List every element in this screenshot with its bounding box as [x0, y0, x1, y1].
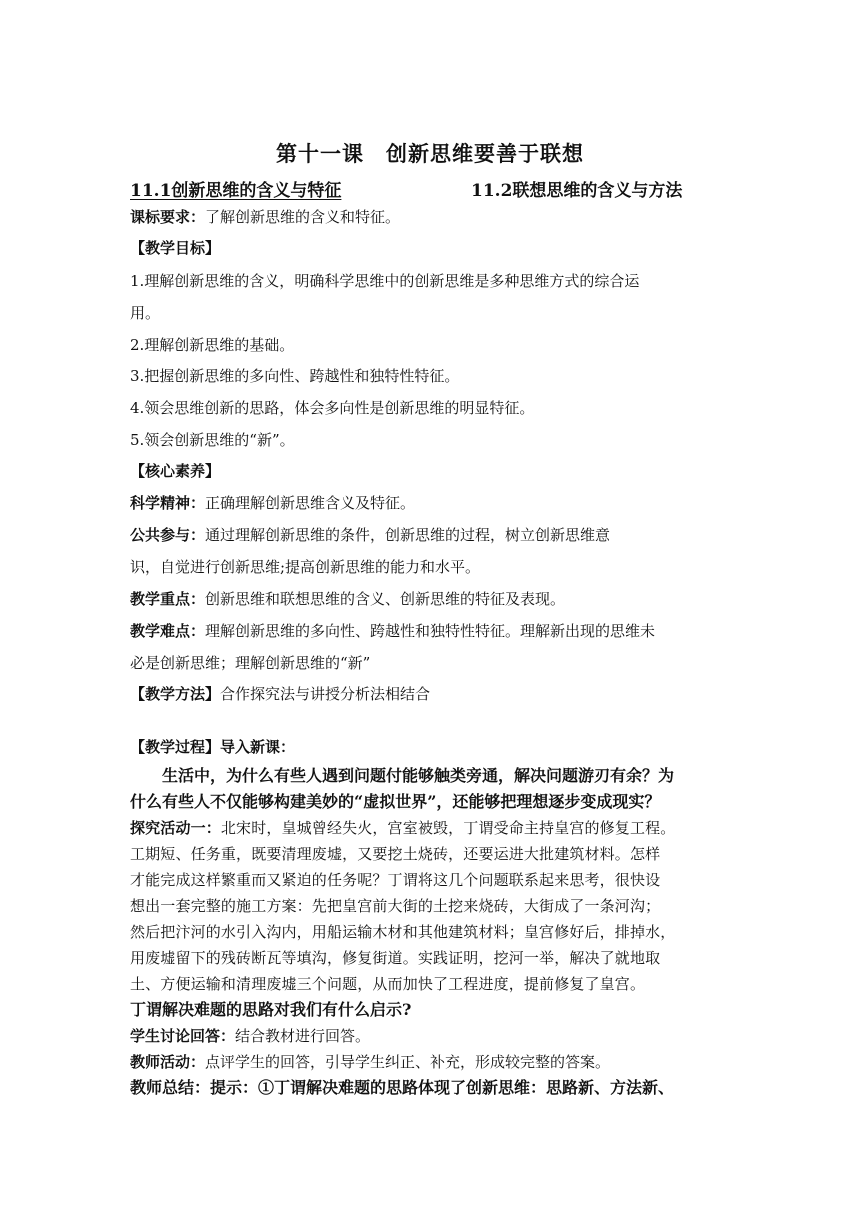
discussion-question: 丁谓解决难题的思路对我们有什么启示?: [130, 1000, 412, 1019]
goals-heading: 【教学目标】: [130, 239, 221, 257]
activity-line: 北宋时，皇城曾经失火，宫室被毁，丁谓受命主持皇宫的修复工程。: [220, 819, 676, 837]
lesson-title: 第十一课 创新思维要善于联想: [276, 141, 584, 166]
teaching-difficulties: [130, 621, 655, 641]
goal-line: 3.把握创新思维的多向性、跨越性和独特性特征。: [130, 367, 460, 385]
difficulties-text: 理解创新思维的多向性、跨越性和独特性特征。理解新出现的思维未: [205, 622, 656, 640]
scientific-spirit-text: 正确理解创新思维含义及特征。: [205, 494, 416, 512]
difficulties-continued: 必是创新思维；理解创新思维的“新”: [130, 654, 371, 672]
activity-line: 想出一套完整的施工方案：先把皇宫前大街的土挖来烧砖，大街成了一条河沟；: [130, 897, 661, 915]
public-participation-label: 公共参与：: [130, 526, 206, 544]
core-literacy-heading: 【核心素养】: [130, 462, 221, 480]
key-points-label: 教学重点：: [130, 590, 206, 608]
subtitle-section-11-2: 11.2联想思维的含义与方法: [471, 181, 683, 201]
teaching-process-heading: 【教学过程】导入新课：: [130, 738, 296, 756]
public-participation: [130, 525, 610, 545]
student-discussion: [130, 1026, 370, 1046]
teacher-activity-text: 点评学生的回答，引导学生纠正、补充，形成较完整的答案。: [205, 1053, 611, 1071]
teacher-summary: [130, 1078, 674, 1098]
teaching-method-label: 【教学方法】: [130, 685, 221, 703]
subtitle-section-11-1: 11.1创新思维的含义与特征: [130, 181, 342, 201]
difficulties-label: 教学难点：: [130, 622, 206, 640]
activity-one-label: 探究活动一：: [130, 819, 221, 837]
curriculum-label: 课标要求：: [130, 208, 206, 226]
activity-one: [130, 818, 675, 838]
activity-line: 用废墟留下的残砖断瓦等填沟，修复街道。实践证明，挖河一举，解决了就地取: [130, 949, 661, 967]
goal-line: 4.领会思维创新的思路，体会多向性是创新思维的明显特征。: [130, 399, 535, 417]
teaching-method-text: 合作探究法与讲授分析法相结合: [220, 685, 431, 703]
curriculum-text: 了解创新思维的含义和特征。: [205, 208, 401, 226]
activity-line: 土、方便运输和清理废墟三个问题，从而加快了工程进度，提前修复了皇宫。: [130, 975, 646, 993]
goal-line: 2.理解创新思维的基础。: [130, 336, 295, 354]
teacher-summary-text: 提示：①丁谓解决难题的思路体现了创新思维：思路新、方法新、: [210, 1078, 675, 1097]
teaching-key-points: [130, 589, 565, 609]
teacher-summary-label: 教师总结：: [130, 1078, 211, 1097]
teaching-method: [130, 684, 430, 704]
intro-paragraph-line: 什么有些人不仅能够构建美妙的“虚拟世界”，还能够把理想逐步变成现实？: [130, 792, 661, 811]
public-participation-continued: 识，自觉进行创新思维;提高创新思维的能力和水平。: [130, 558, 481, 576]
teacher-activity: [130, 1052, 610, 1072]
intro-paragraph-line: 生活中，为什么有些人遇到问题付能够触类旁通，解决问题游刃有余？为: [162, 766, 675, 785]
student-discussion-text: 结合教材进行回答。: [235, 1027, 371, 1045]
activity-line: 然后把汴河的水引入沟内，用船运输木材和其他建筑材料；皇宫修好后，排掉水，: [130, 923, 676, 941]
student-discussion-label: 学生讨论回答：: [130, 1027, 236, 1045]
scientific-spirit: [130, 493, 415, 513]
scientific-spirit-label: 科学精神：: [130, 494, 206, 512]
goal-line: 1.理解创新思维的含义，明确科学思维中的创新思维是多种思维方式的综合运: [130, 272, 640, 290]
goal-line: 用。: [130, 304, 161, 322]
key-points-text: 创新思维和联想思维的含义、创新思维的特征及表现。: [205, 590, 566, 608]
teacher-activity-label: 教师活动：: [130, 1053, 206, 1071]
public-participation-text: 通过理解创新思维的条件，创新思维的过程，树立创新思维意: [205, 526, 611, 544]
goal-line: 5.领会创新思维的“新”。: [130, 431, 295, 449]
activity-line: 才能完成这样繁重而又紧迫的任务呢？丁谓将这几个问题联系起来思考，很快设: [130, 871, 661, 889]
curriculum-requirement: [130, 207, 400, 227]
activity-line: 工期短、任务重，既要清理废墟，又要挖土烧砖，还要运进大批建筑材料。怎样: [130, 845, 661, 863]
